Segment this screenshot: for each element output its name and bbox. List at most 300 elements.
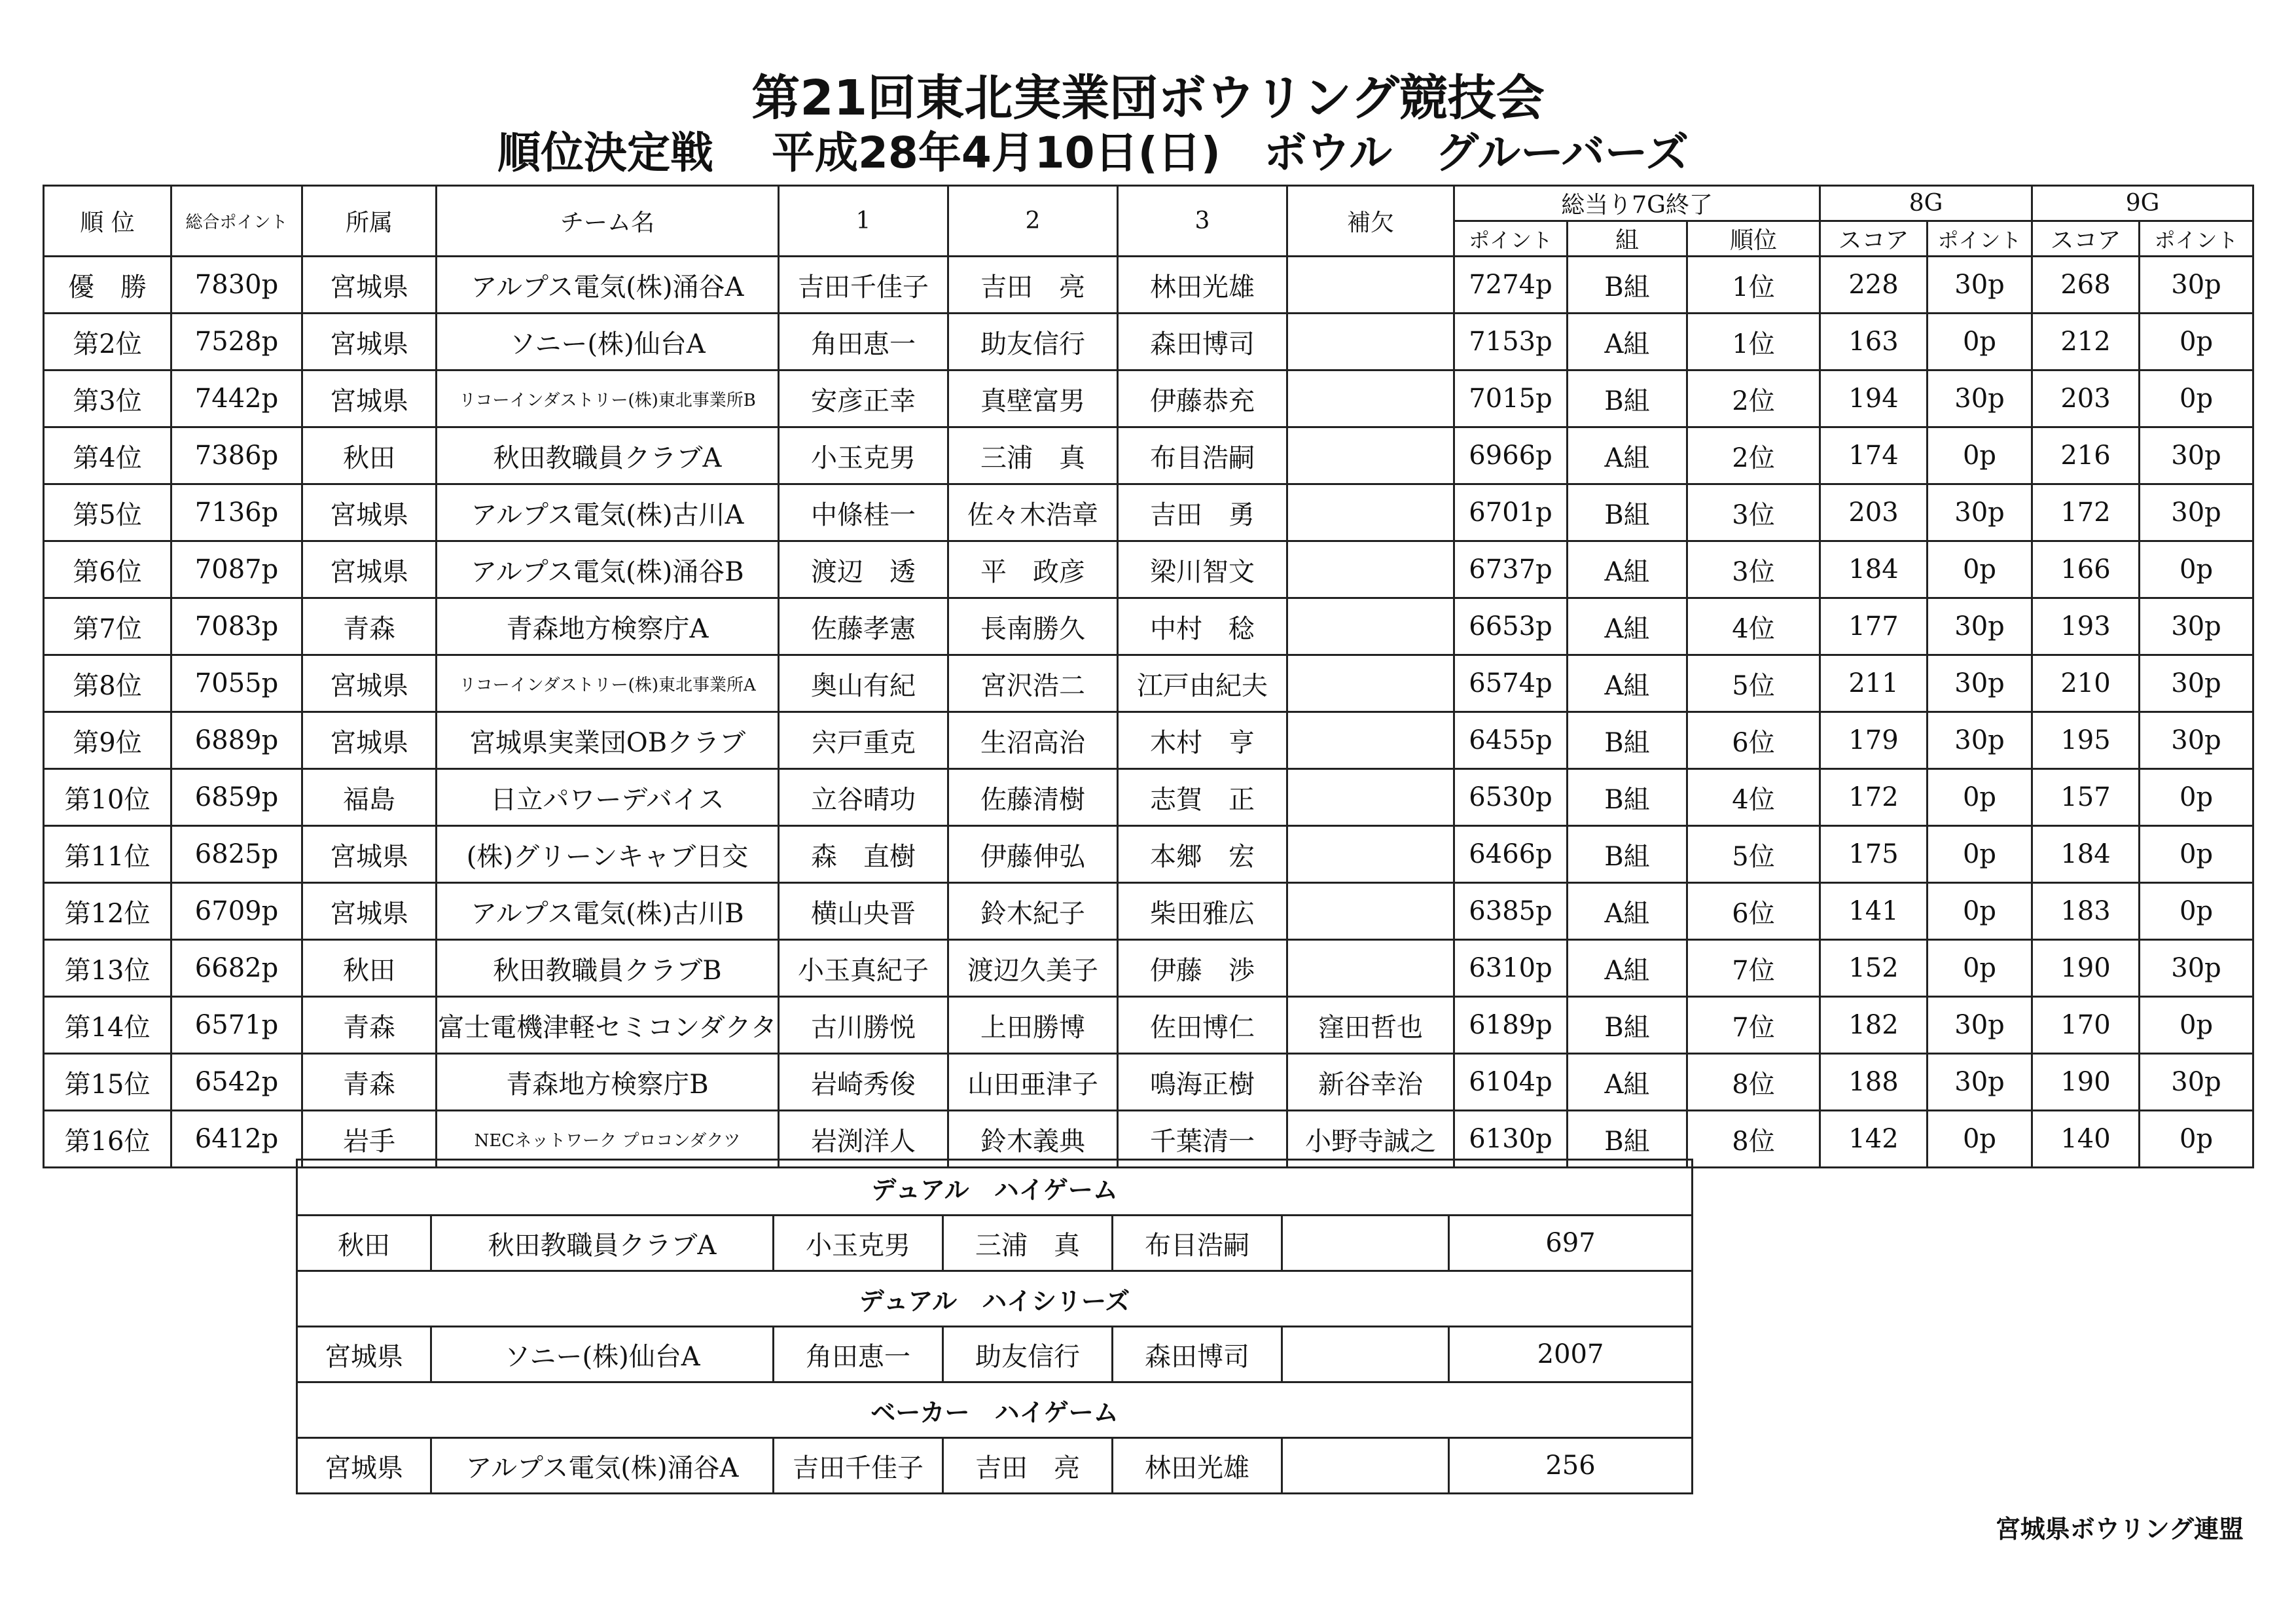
cell-7g-point: 7015p [1454,370,1568,427]
award-title: ベーカー ハイゲーム [297,1382,1693,1438]
cell-rank: 第2位 [44,314,171,370]
cell-player-1: 立谷晴功 [779,769,948,826]
cell-9g-score: 172 [2032,484,2140,541]
cell-player-3: 志賀 正 [1118,769,1287,826]
cell-player-2: 宮沢浩二 [948,655,1118,712]
cell-team-name: (株)グリーンキャブ日交 [437,826,779,883]
award-row [297,1438,1693,1494]
cell-9g-point: 30p [2140,712,2253,769]
cell-7g-point: 6737p [1454,541,1568,598]
cell-7g-group: A組 [1568,427,1687,484]
cell-affiliation: 宮城県 [302,484,437,541]
cell-team-name: 青森地方検察庁B [437,1054,779,1111]
page-title: 第21回東北実業団ボウリング競技会 [751,70,1545,126]
award-row [297,1327,1693,1382]
results-table [43,185,2254,1168]
cell-affiliation: 宮城県 [302,655,437,712]
cell-player-1: 宍戸重克 [779,712,948,769]
cell-8g-point: 0p [1928,769,2032,826]
cell-player-2: 平 政彦 [948,541,1118,598]
cell-8g-score: 141 [1820,883,1928,940]
cell-player-2: 伊藤伸弘 [948,826,1118,883]
cell-total-points: 7055p [171,655,302,712]
cell-total-points: 7442p [171,370,302,427]
header-affiliation: 所属 [302,186,437,257]
cell-7g-group: A組 [1568,883,1687,940]
header-team: チーム名 [437,186,779,257]
cell-9g-point: 0p [2140,826,2253,883]
table-row [44,655,2253,712]
cell-affiliation: 宮城県 [302,257,437,314]
cell-rank: 第16位 [44,1111,171,1168]
cell-rank: 第7位 [44,598,171,655]
cell-8g-point: 30p [1928,997,2032,1054]
cell-7g-group: B組 [1568,769,1687,826]
cell-team-name: アルプス電気(株)涌谷A [437,257,779,314]
cell-8g-score: 203 [1820,484,1928,541]
cell-player-1: 奥山有紀 [779,655,948,712]
cell-total-points: 7136p [171,484,302,541]
cell-affiliation: 青森 [302,1054,437,1111]
cell-8g-score: 142 [1820,1111,1928,1168]
cell-player-3: 本郷 宏 [1118,826,1287,883]
cell-player-2: 生沼高治 [948,712,1118,769]
cell-7g-point: 6455p [1454,712,1568,769]
cell-7g-place: 1位 [1687,314,1820,370]
page-subtitle: 順位決定戦 平成28年4月10日(日) ボウル グルーバーズ [497,128,1689,178]
cell-7g-point: 6130p [1454,1111,1568,1168]
table-row [44,541,2253,598]
award-cell-affiliation: 宮城県 [297,1327,431,1382]
cell-9g-score: 195 [2032,712,2140,769]
cell-9g-point: 0p [2140,769,2253,826]
cell-team-name: 日立パワーデバイス [437,769,779,826]
cell-player-3: 柴田雅広 [1118,883,1287,940]
cell-affiliation: 宮城県 [302,370,437,427]
header-substitute: 補欠 [1287,186,1454,257]
header-9g: 9G [2032,186,2253,221]
award-cell-player-3: 布目浩嗣 [1113,1216,1282,1271]
cell-rank: 第10位 [44,769,171,826]
cell-player-1: 古川勝悦 [779,997,948,1054]
cell-7g-place: 6位 [1687,883,1820,940]
cell-player-3: 佐田博仁 [1118,997,1287,1054]
cell-9g-score: 216 [2032,427,2140,484]
award-heading-row [297,1271,1693,1327]
header-9g-point: ポイント [2140,221,2253,257]
award-cell-player-2: 吉田 亮 [943,1438,1113,1494]
cell-player-3: 中村 稔 [1118,598,1287,655]
cell-8g-score: 163 [1820,314,1928,370]
award-row [297,1216,1693,1271]
cell-8g-point: 30p [1928,598,2032,655]
cell-8g-point: 30p [1928,484,2032,541]
table-row [44,427,2253,484]
award-cell-substitute [1282,1327,1449,1382]
cell-8g-score: 184 [1820,541,1928,598]
cell-rank: 第11位 [44,826,171,883]
cell-affiliation: 宮城県 [302,314,437,370]
cell-player-2: 渡辺久美子 [948,940,1118,997]
cell-7g-point: 6310p [1454,940,1568,997]
cell-7g-group: A組 [1568,598,1687,655]
cell-7g-place: 7位 [1687,997,1820,1054]
cell-player-3: 布目浩嗣 [1118,427,1287,484]
cell-8g-score: 194 [1820,370,1928,427]
cell-affiliation: 秋田 [302,940,437,997]
cell-9g-score: 268 [2032,257,2140,314]
cell-affiliation: 宮城県 [302,883,437,940]
cell-9g-score: 212 [2032,314,2140,370]
cell-8g-score: 174 [1820,427,1928,484]
cell-9g-point: 30p [2140,940,2253,997]
awards-table [296,1159,1693,1494]
cell-affiliation: 福島 [302,769,437,826]
table-row [44,712,2253,769]
cell-total-points: 7830p [171,257,302,314]
cell-player-2: 助友信行 [948,314,1118,370]
cell-substitute [1287,598,1454,655]
cell-9g-point: 0p [2140,1111,2253,1168]
header-7g-place: 順位 [1687,221,1820,257]
cell-7g-group: A組 [1568,940,1687,997]
award-heading-row [297,1382,1693,1438]
cell-player-2: 鈴木義典 [948,1111,1118,1168]
table-row [44,370,2253,427]
cell-8g-point: 0p [1928,826,2032,883]
award-title: デュアル ハイゲーム [297,1160,1693,1216]
cell-7g-group: B組 [1568,484,1687,541]
cell-9g-point: 30p [2140,655,2253,712]
cell-8g-score: 182 [1820,997,1928,1054]
footer-organization: 宮城県ボウリング連盟 [1995,1515,2244,1543]
cell-total-points: 6682p [171,940,302,997]
table-row [44,257,2253,314]
cell-8g-score: 188 [1820,1054,1928,1111]
award-cell-score: 2007 [1449,1327,1693,1382]
cell-team-name: アルプス電気(株)古川B [437,883,779,940]
cell-team-name: アルプス電気(株)古川A [437,484,779,541]
cell-total-points: 6825p [171,826,302,883]
cell-player-1: 森 直樹 [779,826,948,883]
cell-7g-group: A組 [1568,1054,1687,1111]
cell-7g-group: B組 [1568,826,1687,883]
cell-rank: 第15位 [44,1054,171,1111]
cell-player-3: 森田博司 [1118,314,1287,370]
cell-player-3: 木村 亨 [1118,712,1287,769]
cell-8g-score: 175 [1820,826,1928,883]
cell-player-1: 渡辺 透 [779,541,948,598]
cell-team-name: リコーインダストリー(株)東北事業所B [437,370,779,427]
cell-9g-score: 170 [2032,997,2140,1054]
cell-7g-point: 6530p [1454,769,1568,826]
cell-9g-score: 140 [2032,1111,2140,1168]
cell-rank: 第5位 [44,484,171,541]
cell-team-name: 秋田教職員クラブA [437,427,779,484]
header-9g-score: スコア [2032,221,2140,257]
cell-affiliation: 岩手 [302,1111,437,1168]
table-row [44,598,2253,655]
cell-player-3: 梁川智文 [1118,541,1287,598]
cell-8g-point: 30p [1928,655,2032,712]
header-player-1: 1 [779,186,948,257]
cell-substitute [1287,427,1454,484]
cell-player-3: 千葉清一 [1118,1111,1287,1168]
award-cell-score: 256 [1449,1438,1693,1494]
cell-rank: 第12位 [44,883,171,940]
cell-team-name: 宮城県実業団OBクラブ [437,712,779,769]
cell-7g-point: 6466p [1454,826,1568,883]
cell-player-3: 伊藤 渉 [1118,940,1287,997]
cell-8g-point: 0p [1928,883,2032,940]
cell-8g-score: 211 [1820,655,1928,712]
award-cell-affiliation: 宮城県 [297,1438,431,1494]
cell-total-points: 6542p [171,1054,302,1111]
cell-player-1: 佐藤孝憲 [779,598,948,655]
cell-9g-score: 210 [2032,655,2140,712]
cell-7g-place: 2位 [1687,370,1820,427]
cell-team-name: 秋田教職員クラブB [437,940,779,997]
cell-total-points: 6571p [171,997,302,1054]
award-cell-affiliation: 秋田 [297,1216,431,1271]
cell-total-points: 6412p [171,1111,302,1168]
cell-player-3: 伊藤恭充 [1118,370,1287,427]
cell-affiliation: 宮城県 [302,541,437,598]
award-cell-substitute [1282,1216,1449,1271]
cell-player-2: 吉田 亮 [948,257,1118,314]
cell-team-name: ソニー(株)仙台A [437,314,779,370]
cell-player-1: 角田恵一 [779,314,948,370]
cell-8g-point: 0p [1928,427,2032,484]
cell-9g-score: 190 [2032,940,2140,997]
cell-total-points: 6709p [171,883,302,940]
cell-player-3: 江戸由紀夫 [1118,655,1287,712]
cell-7g-group: B組 [1568,712,1687,769]
header-8g-point: ポイント [1928,221,2032,257]
cell-7g-place: 8位 [1687,1054,1820,1111]
cell-substitute [1287,883,1454,940]
cell-rank: 優 勝 [44,257,171,314]
cell-rank: 第4位 [44,427,171,484]
cell-substitute [1287,769,1454,826]
cell-9g-score: 184 [2032,826,2140,883]
header-player-2: 2 [948,186,1118,257]
cell-substitute [1287,940,1454,997]
cell-8g-point: 30p [1928,257,2032,314]
cell-8g-point: 0p [1928,940,2032,997]
cell-player-2: 佐々木浩章 [948,484,1118,541]
cell-substitute [1287,484,1454,541]
cell-7g-place: 6位 [1687,712,1820,769]
cell-affiliation: 青森 [302,598,437,655]
table-row [44,1054,2253,1111]
cell-9g-point: 0p [2140,314,2253,370]
cell-7g-point: 6966p [1454,427,1568,484]
cell-7g-group: B組 [1568,370,1687,427]
cell-rank: 第9位 [44,712,171,769]
header-7g-group: 組 [1568,221,1687,257]
cell-8g-point: 30p [1928,370,2032,427]
table-row [44,997,2253,1054]
cell-9g-score: 157 [2032,769,2140,826]
cell-affiliation: 青森 [302,997,437,1054]
cell-team-name: 富士電機津軽セミコンダクタ [437,997,779,1054]
cell-9g-score: 166 [2032,541,2140,598]
cell-8g-point: 0p [1928,314,2032,370]
cell-substitute [1287,257,1454,314]
cell-rank: 第14位 [44,997,171,1054]
cell-total-points: 6859p [171,769,302,826]
cell-7g-point: 6653p [1454,598,1568,655]
cell-rank: 第13位 [44,940,171,997]
cell-9g-point: 0p [2140,370,2253,427]
cell-player-2: 三浦 真 [948,427,1118,484]
cell-7g-place: 3位 [1687,484,1820,541]
cell-player-1: 吉田千佳子 [779,257,948,314]
cell-7g-point: 6701p [1454,484,1568,541]
cell-team-name: アルプス電気(株)涌谷B [437,541,779,598]
cell-team-name: 青森地方検察庁A [437,598,779,655]
cell-player-3: 鳴海正樹 [1118,1054,1287,1111]
cell-7g-group: A組 [1568,655,1687,712]
cell-player-1: 横山央晋 [779,883,948,940]
award-cell-team-name: ソニー(株)仙台A [431,1327,774,1382]
header-total-points: 総合ポイント [171,186,302,257]
award-cell-player-3: 林田光雄 [1113,1438,1282,1494]
table-row [44,314,2253,370]
cell-7g-group: A組 [1568,314,1687,370]
award-cell-player-2: 助友信行 [943,1327,1113,1382]
cell-affiliation: 宮城県 [302,826,437,883]
cell-total-points: 6889p [171,712,302,769]
cell-9g-point: 0p [2140,883,2253,940]
cell-team-name: リコーインダストリー(株)東北事業所A [437,655,779,712]
cell-9g-point: 30p [2140,1054,2253,1111]
cell-9g-score: 203 [2032,370,2140,427]
cell-9g-score: 193 [2032,598,2140,655]
cell-total-points: 7087p [171,541,302,598]
cell-substitute [1287,655,1454,712]
cell-substitute: 新谷幸治 [1287,1054,1454,1111]
cell-7g-point: 6574p [1454,655,1568,712]
table-row [44,940,2253,997]
award-title: デュアル ハイシリーズ [297,1271,1693,1327]
cell-7g-point: 7153p [1454,314,1568,370]
cell-7g-point: 6385p [1454,883,1568,940]
award-cell-team-name: 秋田教職員クラブA [431,1216,774,1271]
cell-7g-point: 7274p [1454,257,1568,314]
cell-8g-point: 30p [1928,712,2032,769]
award-cell-team-name: アルプス電気(株)涌谷A [431,1438,774,1494]
cell-substitute: 窪田哲也 [1287,997,1454,1054]
cell-7g-place: 5位 [1687,655,1820,712]
cell-player-1: 岩崎秀俊 [779,1054,948,1111]
cell-9g-point: 0p [2140,541,2253,598]
cell-7g-place: 3位 [1687,541,1820,598]
cell-player-1: 小玉克男 [779,427,948,484]
cell-player-2: 上田勝博 [948,997,1118,1054]
cell-7g-group: B組 [1568,257,1687,314]
cell-7g-point: 6189p [1454,997,1568,1054]
cell-rank: 第8位 [44,655,171,712]
award-cell-player-3: 森田博司 [1113,1327,1282,1382]
cell-player-3: 吉田 勇 [1118,484,1287,541]
cell-player-1: 小玉真紀子 [779,940,948,997]
cell-9g-point: 30p [2140,257,2253,314]
cell-8g-point: 0p [1928,541,2032,598]
cell-player-3: 林田光雄 [1118,257,1287,314]
cell-7g-place: 5位 [1687,826,1820,883]
cell-player-2: 山田亜津子 [948,1054,1118,1111]
header-7g-point: ポイント [1454,221,1568,257]
cell-player-1: 岩渕洋人 [779,1111,948,1168]
cell-team-name: NECネットワーク プロコンダクツ [437,1111,779,1168]
award-cell-score: 697 [1449,1216,1693,1271]
cell-9g-point: 30p [2140,484,2253,541]
cell-player-1: 中條桂一 [779,484,948,541]
cell-7g-group: B組 [1568,1111,1687,1168]
cell-8g-point: 30p [1928,1054,2032,1111]
cell-player-1: 安彦正幸 [779,370,948,427]
cell-7g-group: A組 [1568,541,1687,598]
cell-substitute [1287,370,1454,427]
table-row [44,769,2253,826]
cell-substitute [1287,314,1454,370]
header-7g-summary: 総当り7G終了 [1454,186,1820,221]
table-row [44,484,2253,541]
cell-8g-score: 152 [1820,940,1928,997]
cell-player-2: 佐藤清樹 [948,769,1118,826]
cell-8g-score: 172 [1820,769,1928,826]
cell-player-2: 長南勝久 [948,598,1118,655]
cell-8g-point: 0p [1928,1111,2032,1168]
cell-7g-place: 4位 [1687,769,1820,826]
cell-8g-score: 228 [1820,257,1928,314]
cell-7g-place: 2位 [1687,427,1820,484]
header-8g: 8G [1820,186,2032,221]
cell-7g-point: 6104p [1454,1054,1568,1111]
cell-7g-place: 4位 [1687,598,1820,655]
cell-7g-group: B組 [1568,997,1687,1054]
award-heading-row [297,1160,1693,1216]
cell-substitute: 小野寺誠之 [1287,1111,1454,1168]
cell-7g-place: 1位 [1687,257,1820,314]
cell-affiliation: 宮城県 [302,712,437,769]
cell-affiliation: 秋田 [302,427,437,484]
header-player-3: 3 [1118,186,1287,257]
cell-player-2: 鈴木紀子 [948,883,1118,940]
award-cell-player-1: 角田恵一 [774,1327,943,1382]
cell-total-points: 7386p [171,427,302,484]
cell-rank: 第3位 [44,370,171,427]
cell-9g-score: 183 [2032,883,2140,940]
cell-player-2: 真壁富男 [948,370,1118,427]
cell-substitute [1287,826,1454,883]
cell-8g-score: 177 [1820,598,1928,655]
table-row [44,826,2253,883]
cell-7g-place: 7位 [1687,940,1820,997]
cell-substitute [1287,541,1454,598]
header-8g-score: スコア [1820,221,1928,257]
cell-total-points: 7528p [171,314,302,370]
cell-9g-point: 30p [2140,427,2253,484]
award-cell-player-2: 三浦 真 [943,1216,1113,1271]
cell-7g-place: 8位 [1687,1111,1820,1168]
table-row [44,883,2253,940]
cell-rank: 第6位 [44,541,171,598]
award-cell-player-1: 小玉克男 [774,1216,943,1271]
award-cell-substitute [1282,1438,1449,1494]
